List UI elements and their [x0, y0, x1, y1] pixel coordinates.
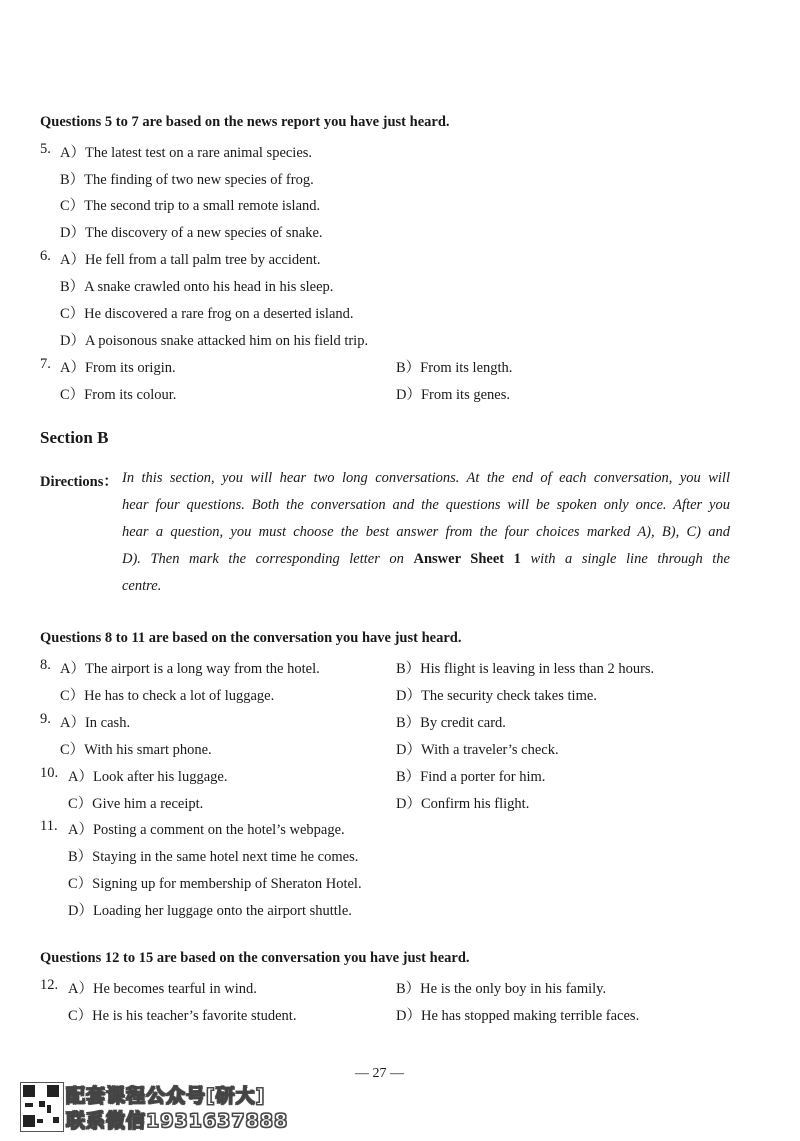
answer-option: C）He has to check a lot of luggage.: [60, 688, 275, 704]
answer-option: C）He is his teacher’s favorite student.: [68, 1008, 297, 1024]
answer-option: D）A poisonous snake attacked him on his field trip.: [60, 333, 369, 349]
directions-text-part: D). Then mark the corresponding letter on: [122, 551, 414, 567]
answer-option: C）Signing up for membership of Sheraton Hotel.: [68, 876, 362, 892]
directions-text: hear a question, you must choose the best answer from the four choices marked A), B), C) and: [122, 524, 730, 540]
answer-option: D）He has stopped making terrible faces.: [396, 1008, 640, 1024]
answer-option: D）With a traveler’s check.: [396, 742, 559, 758]
question-number: 5.: [40, 141, 51, 157]
answer-option: C）He discovered a rare frog on a deserted island.: [60, 306, 354, 322]
question-number: 12.: [40, 977, 59, 993]
answer-option: A）Posting a comment on the hotel’s webpage.: [68, 822, 345, 838]
question-number: 6.: [40, 248, 51, 264]
answer-option: A）The airport is a long way from the hotel.: [60, 661, 320, 677]
answer-option: D）The discovery of a new species of snake.: [60, 225, 323, 241]
qr-code-icon: [20, 1082, 64, 1132]
answer-option: B）A snake crawled onto his head in his sleep.: [60, 279, 334, 295]
answer-option: A）He fell from a tall palm tree by accident.: [60, 252, 321, 268]
answer-option: C）Give him a receipt.: [68, 796, 204, 812]
answer-option: D）The security check takes time.: [396, 688, 597, 704]
page-number: — 27 —: [355, 1066, 404, 1081]
directions-label: Directions：: [40, 474, 118, 490]
answer-sheet-ref: Answer Sheet 1: [413, 551, 521, 567]
section-heading: Questions 8 to 11 are based on the conversation you have just heard.: [40, 630, 462, 646]
answer-option: A）The latest test on a rare animal species.: [60, 145, 313, 161]
answer-option: A）In cash.: [60, 715, 131, 731]
answer-option: D）From its genes.: [396, 387, 510, 403]
answer-option: C）From its colour.: [60, 387, 177, 403]
question-number: 10.: [40, 765, 59, 781]
answer-option: B）The finding of two new species of frog.: [60, 172, 314, 188]
directions-text: centre.: [122, 578, 162, 594]
question-number: 7.: [40, 356, 51, 372]
answer-option: C）The second trip to a small remote island.: [60, 198, 321, 214]
answer-option: B）He is the only boy in his family.: [396, 981, 607, 997]
answer-option: B）Staying in the same hotel next time he comes.: [68, 849, 359, 865]
directions-text-part: with a single line through the: [520, 551, 730, 567]
answer-option: A）Look after his luggage.: [68, 769, 228, 785]
promo-line: 联系微信1931637888: [66, 1110, 289, 1132]
question-number: 9.: [40, 711, 51, 727]
answer-option: D）Confirm his flight.: [396, 796, 530, 812]
answer-option: D）Loading her luggage onto the airport shuttle.: [68, 903, 352, 919]
directions-text: [122, 551, 730, 568]
question-number: 8.: [40, 657, 51, 673]
answer-option: C）With his smart phone.: [60, 742, 212, 758]
section-heading: Questions 5 to 7 are based on the news report you have just heard.: [40, 114, 450, 130]
promo-line: 配套课程公众号[研大]: [66, 1085, 266, 1107]
answer-option: B）By credit card.: [396, 715, 506, 731]
answer-option: B）Find a porter for him.: [396, 769, 546, 785]
section-heading: Questions 12 to 15 are based on the conversation you have just heard.: [40, 950, 470, 966]
directions-text: In this section, you will hear two long conversations. At the end of each conversation, you will: [122, 470, 730, 486]
question-number: 11.: [40, 818, 58, 834]
answer-option: A）From its origin.: [60, 360, 176, 376]
answer-option: B）His flight is leaving in less than 2 hours.: [396, 661, 655, 677]
answer-option: A）He becomes tearful in wind.: [68, 981, 257, 997]
answer-option: B）From its length.: [396, 360, 513, 376]
section-title: Section B: [40, 428, 109, 447]
directions-text: hear four questions. Both the conversation and the questions will be spoken only once. After you: [122, 497, 730, 513]
